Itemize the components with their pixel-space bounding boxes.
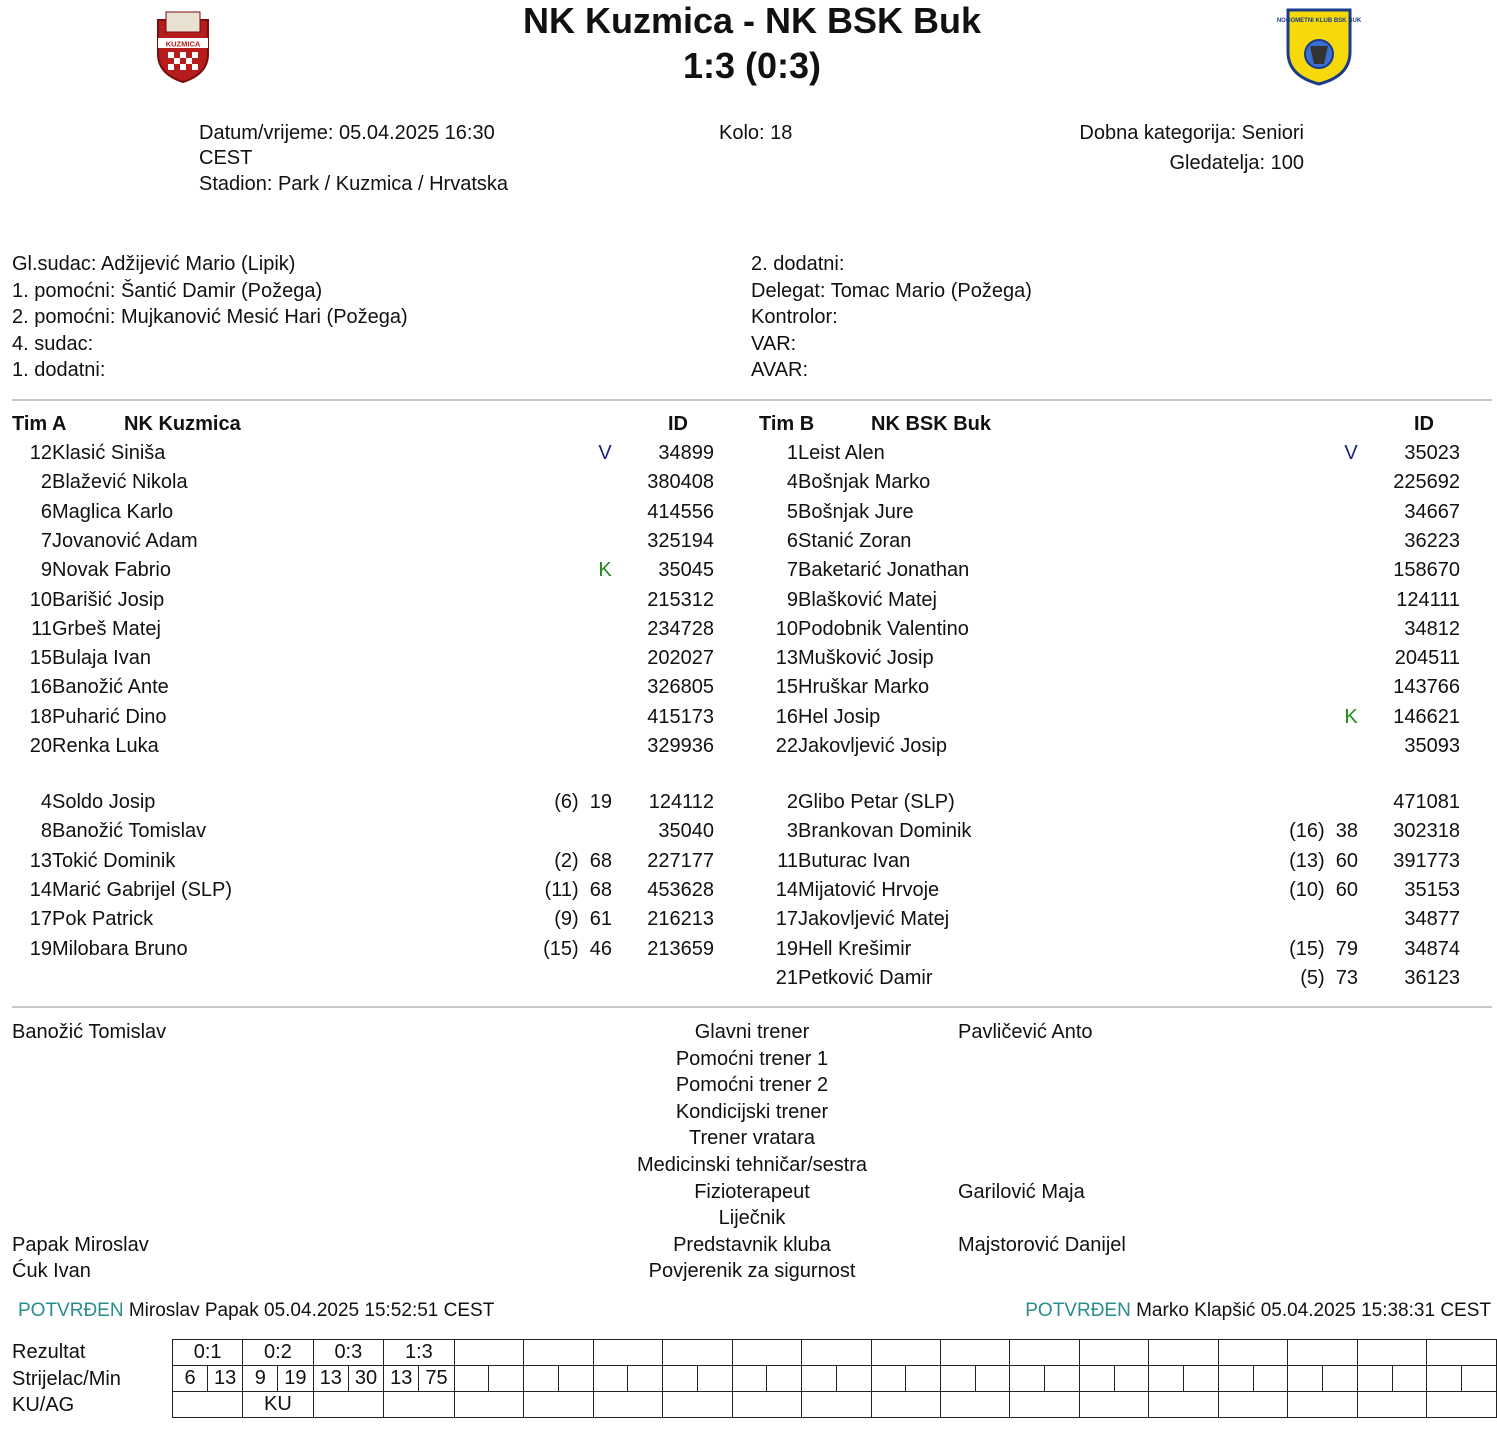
match-timezone: CEST bbox=[199, 147, 253, 169]
player-name: Grbeš Matej bbox=[52, 617, 161, 640]
kuag-cell bbox=[1357, 1392, 1426, 1418]
captain-flag: K bbox=[1344, 705, 1358, 728]
scorer-cell bbox=[1288, 1366, 1323, 1392]
player-id: 146621 bbox=[1393, 705, 1460, 728]
player-name: Glibo Petar (SLP) bbox=[798, 791, 955, 813]
kuag-cell bbox=[1288, 1392, 1357, 1418]
player-name: Bošnjak Marko bbox=[798, 471, 931, 494]
player-name: Leist Alen bbox=[798, 442, 885, 464]
player-name: Hell Krešimir bbox=[798, 937, 912, 960]
shirt-number: 13 bbox=[29, 849, 52, 872]
scorer-cell: 9 bbox=[243, 1366, 278, 1392]
confirm-right-text: Marko Klapšić 05.04.2025 15:38:31 CEST bbox=[1136, 1300, 1491, 1321]
player-name: Jakovljević Josip bbox=[798, 735, 947, 757]
team-a-label: Tim A bbox=[12, 413, 67, 435]
staff-role: Predstavnik kluba bbox=[673, 1233, 831, 1256]
player-id: 143766 bbox=[1393, 676, 1460, 699]
player-id: 234728 bbox=[647, 617, 714, 640]
player-name: Tokić Dominik bbox=[52, 849, 176, 872]
player-id: 124112 bbox=[648, 791, 714, 813]
shirt-number: 4 bbox=[40, 791, 52, 813]
minute-cell bbox=[1461, 1366, 1496, 1392]
player-name: Mušković Josip bbox=[798, 647, 934, 670]
substitute-row bbox=[12, 908, 732, 937]
result-cell bbox=[802, 1340, 871, 1366]
result-cell bbox=[593, 1340, 662, 1366]
player-id: 227177 bbox=[647, 849, 714, 872]
substitute-row bbox=[12, 850, 732, 879]
substitute-row bbox=[758, 908, 1478, 937]
player-id: 415173 bbox=[647, 705, 714, 728]
staff-role: Pomoćni trener 2 bbox=[675, 1074, 829, 1097]
label-result: Rezultat bbox=[12, 1341, 86, 1363]
scorer-cell bbox=[663, 1366, 698, 1392]
scorer-cell bbox=[1218, 1366, 1253, 1392]
result-cell bbox=[663, 1340, 732, 1366]
official-line: Kontrolor: bbox=[751, 306, 838, 329]
player-id: 34899 bbox=[658, 442, 714, 464]
minute-cell bbox=[836, 1366, 871, 1392]
player-id: 453628 bbox=[647, 878, 714, 901]
substitution-info: (10) 60 bbox=[1289, 878, 1358, 901]
shirt-number: 22 bbox=[775, 735, 798, 757]
result-cell bbox=[732, 1340, 801, 1366]
shirt-number: 21 bbox=[775, 966, 798, 989]
minute-cell bbox=[697, 1366, 732, 1392]
goalkeeper-flag: V bbox=[1344, 442, 1358, 464]
kuag-cell bbox=[524, 1392, 593, 1418]
spectators: Gledatelja: 100 bbox=[1169, 152, 1304, 174]
shirt-number: 8 bbox=[40, 820, 52, 843]
minute-cell bbox=[1323, 1366, 1358, 1392]
team-b-name: NK BSK Buk bbox=[871, 413, 992, 435]
substitute-row bbox=[758, 938, 1478, 967]
kuag-cell bbox=[871, 1392, 940, 1418]
minute-cell bbox=[1114, 1366, 1149, 1392]
staff-role: Fizioterapeut bbox=[694, 1180, 810, 1203]
age-category: Dobna kategorija: Seniori bbox=[1079, 122, 1304, 144]
confirmed-label: POTVRĐEN bbox=[18, 1300, 124, 1321]
kuag-cell bbox=[454, 1392, 523, 1418]
kuag-cell bbox=[1079, 1392, 1148, 1418]
shirt-number: 2 bbox=[786, 791, 798, 813]
substitution-info: (15) 79 bbox=[1289, 937, 1358, 960]
player-id: 391773 bbox=[1393, 849, 1460, 872]
staff-team-a: Papak Miroslav bbox=[12, 1233, 149, 1256]
player-name: Bošnjak Jure bbox=[798, 500, 914, 523]
goals-grid bbox=[172, 1339, 1497, 1418]
player-id: 325194 bbox=[647, 529, 714, 552]
shirt-number: 10 bbox=[29, 588, 52, 611]
shirt-number: 2 bbox=[40, 471, 52, 494]
shirt-number: 4 bbox=[786, 471, 798, 494]
player-id: 302318 bbox=[1393, 820, 1460, 843]
player-row bbox=[758, 618, 1478, 647]
player-row bbox=[12, 442, 732, 471]
player-name: Buturac Ivan bbox=[798, 849, 911, 872]
staff-role: Glavni trener bbox=[694, 1021, 810, 1043]
player-name: Jakovljević Matej bbox=[798, 908, 950, 931]
kuag-cell bbox=[173, 1392, 243, 1418]
player-id: 414556 bbox=[647, 500, 714, 523]
official-line: VAR: bbox=[751, 332, 797, 355]
confirmed-label: POTVRĐEN bbox=[1025, 1300, 1131, 1321]
kuag-cell bbox=[1218, 1392, 1287, 1418]
shirt-number: 13 bbox=[775, 647, 798, 670]
player-name: Klasić Siniša bbox=[52, 442, 166, 464]
staff-role: Povjerenik za sigurnost bbox=[648, 1260, 856, 1283]
kuag-cell bbox=[940, 1392, 1009, 1418]
official-line: 2. pomoćni: Mujkanović Mesić Hari (Požega) bbox=[12, 306, 408, 329]
substitution-info: (16) 38 bbox=[1289, 820, 1358, 843]
player-row bbox=[758, 647, 1478, 676]
label-kuag: KU/AG bbox=[12, 1394, 75, 1416]
shirt-number: 18 bbox=[29, 705, 52, 728]
shirt-number: 15 bbox=[775, 676, 798, 699]
captain-flag: K bbox=[598, 559, 612, 582]
official-line: Gl.sudac: Adžijević Mario (Lipik) bbox=[12, 253, 296, 275]
player-id: 36223 bbox=[1404, 529, 1460, 552]
scorer-cell bbox=[1149, 1366, 1184, 1392]
home-logo-text: KUZMICA bbox=[165, 39, 201, 49]
shirt-number: 11 bbox=[31, 617, 52, 640]
result-cell bbox=[1427, 1340, 1497, 1366]
player-row bbox=[12, 706, 732, 735]
player-id: 202027 bbox=[647, 647, 714, 670]
staff-team-b: Majstorović Danijel bbox=[958, 1233, 1126, 1256]
staff-team-a: Ćuk Ivan bbox=[12, 1260, 91, 1283]
scorer-cell bbox=[1079, 1366, 1114, 1392]
player-id: 35153 bbox=[1404, 878, 1460, 901]
result-cell bbox=[940, 1340, 1009, 1366]
minute-cell bbox=[767, 1366, 802, 1392]
player-row bbox=[12, 501, 732, 530]
result-cell bbox=[1010, 1340, 1079, 1366]
minute-cell: 75 bbox=[419, 1366, 454, 1392]
shirt-number: 14 bbox=[29, 878, 52, 901]
staff-team-b: Pavličević Anto bbox=[958, 1021, 1093, 1043]
result-row bbox=[173, 1340, 1497, 1366]
substitute-row bbox=[758, 879, 1478, 908]
player-id: 215312 bbox=[647, 588, 714, 611]
shirt-number: 14 bbox=[775, 878, 798, 901]
shirt-number: 9 bbox=[40, 559, 52, 582]
result-cell bbox=[454, 1340, 523, 1366]
kuag-cell bbox=[593, 1392, 662, 1418]
player-name: Stanić Zoran bbox=[798, 529, 912, 552]
player-name: Podobnik Valentino bbox=[798, 617, 969, 640]
divider-bottom bbox=[12, 1006, 1492, 1008]
shirt-number: 7 bbox=[786, 559, 798, 582]
substitution-info: (13) 60 bbox=[1289, 849, 1358, 872]
shirt-number: 17 bbox=[775, 908, 798, 931]
player-row bbox=[758, 442, 1478, 471]
match-stadium: Stadion: Park / Kuzmica / Hrvatska bbox=[199, 173, 509, 195]
player-row bbox=[12, 530, 732, 559]
confirm-right bbox=[1025, 1300, 1491, 1322]
player-name: Banožić Tomislav bbox=[52, 820, 207, 843]
player-id: 213659 bbox=[647, 937, 714, 960]
staff-role: Liječnik bbox=[718, 1207, 786, 1230]
shirt-number: 6 bbox=[40, 500, 52, 523]
player-id: 380408 bbox=[647, 471, 714, 494]
official-line: 4. sudac: bbox=[12, 332, 94, 355]
minute-cell: 30 bbox=[348, 1366, 383, 1392]
shirt-number: 3 bbox=[786, 820, 798, 843]
official-line: AVAR: bbox=[751, 359, 809, 382]
scorer-cell: 13 bbox=[313, 1366, 348, 1392]
result-cell bbox=[1079, 1340, 1148, 1366]
player-row bbox=[12, 559, 732, 588]
scorer-cell bbox=[524, 1366, 559, 1392]
shirt-number: 17 bbox=[29, 908, 52, 931]
shirt-number: 7 bbox=[40, 529, 52, 552]
substitute-row bbox=[12, 820, 732, 849]
player-name: Brankovan Dominik bbox=[798, 820, 972, 843]
shirt-number: 10 bbox=[775, 617, 798, 640]
scorer-cell: 6 bbox=[173, 1366, 208, 1392]
substitution-info: (6) 19 bbox=[554, 791, 612, 813]
player-id: 124111 bbox=[1396, 588, 1460, 611]
scorer-cell bbox=[940, 1366, 975, 1392]
substitute-row bbox=[758, 967, 1478, 996]
player-name: Blašković Matej bbox=[798, 588, 937, 611]
team-a-id-header: ID bbox=[668, 413, 688, 435]
player-name: Bulaja Ivan bbox=[52, 647, 151, 670]
minute-cell bbox=[628, 1366, 663, 1392]
player-name: Jovanović Adam bbox=[52, 529, 198, 552]
player-row bbox=[758, 471, 1478, 500]
player-name: Barišić Josip bbox=[52, 588, 165, 611]
result-cell bbox=[524, 1340, 593, 1366]
official-line: Delegat: Tomac Mario (Požega) bbox=[751, 279, 1032, 302]
shirt-number: 16 bbox=[775, 705, 798, 728]
player-id: 216213 bbox=[647, 908, 714, 931]
player-row bbox=[12, 471, 732, 500]
player-row bbox=[12, 647, 732, 676]
minute-cell: 19 bbox=[278, 1366, 313, 1392]
shirt-number: 1 bbox=[786, 442, 798, 464]
shirt-number: 12 bbox=[29, 442, 52, 464]
staff-role: Kondicijski trener bbox=[675, 1100, 829, 1123]
player-id: 225692 bbox=[1393, 471, 1460, 494]
home-club-logo bbox=[150, 8, 216, 84]
player-name: Renka Luka bbox=[52, 735, 159, 757]
kuag-cell bbox=[732, 1392, 801, 1418]
minute-cell bbox=[975, 1366, 1010, 1392]
player-row bbox=[758, 735, 1478, 764]
match-datetime: Datum/vrijeme: 05.04.2025 16:30 bbox=[199, 122, 495, 144]
staff-role: Trener vratara bbox=[689, 1127, 815, 1150]
minute-cell: 13 bbox=[208, 1366, 243, 1392]
player-id: 329936 bbox=[647, 735, 714, 757]
substitute-row bbox=[12, 791, 732, 820]
minute-cell bbox=[1253, 1366, 1288, 1392]
result-cell: 1:3 bbox=[384, 1340, 455, 1366]
minute-cell bbox=[906, 1366, 941, 1392]
player-id: 34877 bbox=[1404, 908, 1460, 931]
player-id: 36123 bbox=[1404, 966, 1460, 989]
kuag-cell bbox=[1149, 1392, 1218, 1418]
substitution-info: (5) 73 bbox=[1300, 966, 1358, 989]
scorer-cell bbox=[1427, 1366, 1462, 1392]
substitution-info: (11) 68 bbox=[544, 878, 612, 901]
label-scorer: Strijelac/Min bbox=[12, 1368, 121, 1390]
kuag-row bbox=[173, 1392, 1497, 1418]
player-id: 326805 bbox=[647, 676, 714, 699]
player-id: 471081 bbox=[1393, 791, 1460, 813]
player-row bbox=[12, 618, 732, 647]
staff-role: Medicinski tehničar/sestra bbox=[636, 1154, 868, 1176]
official-line: 1. pomoćni: Šantić Damir (Požega) bbox=[12, 279, 323, 302]
player-name: Novak Fabrio bbox=[52, 559, 171, 582]
result-cell bbox=[871, 1340, 940, 1366]
substitution-info: (15) 46 bbox=[543, 937, 612, 960]
substitute-row bbox=[758, 820, 1478, 849]
player-name: Marić Gabrijel (SLP) bbox=[52, 878, 233, 901]
shirt-number: 19 bbox=[29, 937, 52, 960]
substitute-row bbox=[758, 850, 1478, 879]
scorer-cell: 13 bbox=[384, 1366, 419, 1392]
team-a-name: NK Kuzmica bbox=[124, 413, 241, 435]
player-name: Baketarić Jonathan bbox=[798, 559, 970, 582]
result-cell bbox=[1357, 1340, 1426, 1366]
confirm-left bbox=[18, 1300, 494, 1322]
player-row bbox=[758, 676, 1478, 705]
kuag-cell bbox=[663, 1392, 732, 1418]
player-row bbox=[12, 735, 732, 764]
player-id: 158670 bbox=[1393, 559, 1460, 582]
away-club-logo bbox=[1276, 6, 1362, 86]
goalkeeper-flag: V bbox=[598, 442, 612, 464]
minute-cell bbox=[1184, 1366, 1219, 1392]
kuag-cell bbox=[313, 1392, 384, 1418]
player-name: Hel Josip bbox=[798, 705, 881, 728]
shirt-number: 16 bbox=[29, 676, 52, 699]
kuag-cell bbox=[802, 1392, 871, 1418]
minute-cell bbox=[1045, 1366, 1080, 1392]
player-name: Hruškar Marko bbox=[798, 676, 930, 699]
player-name: Maglica Karlo bbox=[52, 500, 174, 523]
player-row bbox=[758, 706, 1478, 735]
scorer-cell bbox=[732, 1366, 767, 1392]
player-name: Petković Damir bbox=[798, 966, 933, 989]
player-id: 35040 bbox=[658, 820, 714, 843]
substitute-row bbox=[12, 879, 732, 908]
scorer-cell bbox=[454, 1366, 489, 1392]
player-id: 35093 bbox=[1404, 735, 1460, 757]
player-name: Soldo Josip bbox=[52, 791, 156, 813]
official-line: 2. dodatni: bbox=[751, 253, 845, 275]
player-name: Pok Patrick bbox=[52, 908, 154, 931]
player-id: 35023 bbox=[1404, 442, 1460, 464]
team-b-id-header: ID bbox=[1414, 413, 1434, 435]
minute-cell bbox=[1392, 1366, 1427, 1392]
player-name: Blažević Nikola bbox=[52, 471, 188, 494]
result-cell bbox=[1149, 1340, 1218, 1366]
shirt-number: 11 bbox=[777, 849, 798, 872]
result-cell bbox=[1218, 1340, 1287, 1366]
minute-cell bbox=[489, 1366, 524, 1392]
player-row bbox=[758, 589, 1478, 618]
player-row bbox=[758, 530, 1478, 559]
match-round: Kolo: 18 bbox=[719, 122, 793, 144]
result-cell: 0:2 bbox=[243, 1340, 313, 1366]
player-name: Puharić Dino bbox=[52, 705, 167, 728]
player-row bbox=[758, 559, 1478, 588]
kuag-cell bbox=[1010, 1392, 1079, 1418]
player-row bbox=[758, 501, 1478, 530]
kuag-cell bbox=[1427, 1392, 1497, 1418]
substitution-info: (2) 68 bbox=[554, 849, 612, 872]
confirm-left-text: Miroslav Papak 05.04.2025 15:52:51 CEST bbox=[128, 1300, 495, 1321]
substitute-row bbox=[12, 938, 732, 967]
match-title: NK Kuzmica - NK BSK Buk bbox=[522, 0, 982, 41]
player-name: Mijatović Hrvoje bbox=[798, 878, 940, 901]
player-id: 34812 bbox=[1404, 617, 1460, 640]
kuag-cell: KU bbox=[243, 1392, 313, 1418]
substitute-row bbox=[758, 791, 1478, 820]
player-id: 204511 bbox=[1394, 647, 1460, 670]
scorer-cell bbox=[871, 1366, 906, 1392]
scorer-cell bbox=[593, 1366, 628, 1392]
shirt-number: 19 bbox=[775, 937, 798, 960]
staff-role: Pomoćni trener 1 bbox=[675, 1047, 829, 1070]
shirt-number: 20 bbox=[29, 735, 52, 757]
player-id: 34667 bbox=[1404, 500, 1460, 523]
shirt-number: 9 bbox=[786, 588, 798, 611]
player-id: 34874 bbox=[1404, 937, 1460, 960]
player-row bbox=[12, 589, 732, 618]
player-name: Milobara Bruno bbox=[52, 937, 188, 960]
scorer-cell bbox=[802, 1366, 837, 1392]
kuag-cell bbox=[384, 1392, 455, 1418]
result-cell bbox=[1288, 1340, 1357, 1366]
player-row bbox=[12, 676, 732, 705]
shirt-number: 15 bbox=[29, 647, 52, 670]
player-name: Banožić Ante bbox=[52, 676, 169, 699]
away-logo-text: NOGOMETNI KLUB BSK BUK bbox=[1276, 18, 1362, 24]
team-b-label: Tim B bbox=[759, 413, 815, 435]
shirt-number: 6 bbox=[786, 529, 798, 552]
official-line: 1. dodatni: bbox=[12, 359, 106, 382]
substitution-info: (9) 61 bbox=[554, 908, 612, 931]
result-cell: 0:3 bbox=[313, 1340, 384, 1366]
match-score: 1:3 (0:3) bbox=[682, 45, 822, 86]
scorer-cell bbox=[1357, 1366, 1392, 1392]
player-id: 35045 bbox=[658, 559, 714, 582]
staff-team-b: Garilović Maja bbox=[958, 1180, 1085, 1203]
staff-team-a: Banožić Tomislav bbox=[12, 1021, 167, 1043]
minute-cell bbox=[558, 1366, 593, 1392]
divider-top bbox=[12, 399, 1492, 401]
result-cell: 0:1 bbox=[173, 1340, 243, 1366]
scorer-row bbox=[173, 1366, 1497, 1392]
scorer-cell bbox=[1010, 1366, 1045, 1392]
shirt-number: 5 bbox=[786, 500, 798, 523]
